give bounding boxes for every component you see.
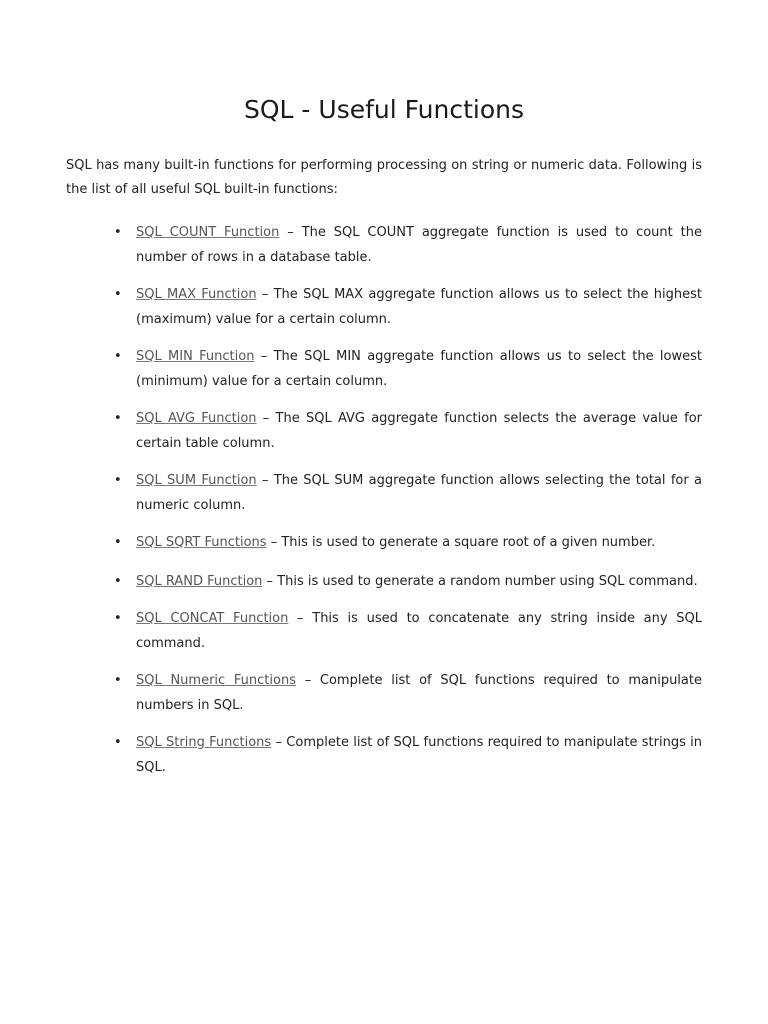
- list-item: [114, 730, 702, 780]
- item-description: – The SQL COUNT aggregate function is used to count the number of rows in a database table.: [136, 225, 702, 265]
- bullet-icon: •: [114, 411, 122, 426]
- item-description: – The SQL MAX aggregate function allows us to select the highest (maximum) value for a certain column.: [136, 287, 702, 327]
- bullet-icon: •: [114, 473, 122, 488]
- sql-count-function-link[interactable]: SQL COUNT Function: [136, 225, 280, 240]
- list-item: [114, 220, 702, 270]
- sql-min-function-link[interactable]: SQL MIN Function: [136, 349, 255, 364]
- bullet-icon: •: [114, 225, 122, 240]
- item-description: – The SQL AVG aggregate function selects the average value for certain table column.: [136, 411, 702, 451]
- list-item: [114, 668, 702, 718]
- sql-numeric-functions-link[interactable]: SQL Numeric Functions: [136, 673, 296, 688]
- bullet-icon: •: [114, 349, 122, 364]
- item-description: – This is used to generate a random number using SQL command.: [262, 574, 698, 589]
- function-list: [66, 220, 702, 780]
- bullet-icon: •: [114, 735, 122, 750]
- bullet-icon: •: [114, 673, 122, 688]
- list-item: [114, 530, 702, 555]
- item-description: – Complete list of SQL functions required to manipulate strings in SQL.: [136, 735, 702, 775]
- page-title: SQL - Useful Functions: [244, 95, 524, 124]
- list-item: [114, 606, 702, 656]
- sql-avg-function-link[interactable]: SQL AVG Function: [136, 411, 257, 426]
- sql-rand-function-link[interactable]: SQL RAND Function: [136, 574, 263, 589]
- sql-concat-function-link[interactable]: SQL CONCAT Function: [136, 611, 289, 626]
- intro-paragraph: SQL has many built-in functions for performing processing on string or numeric data. Following is the list of all useful SQL built-in functions:: [66, 158, 702, 197]
- list-item: [114, 406, 702, 456]
- bullet-icon: •: [114, 611, 122, 626]
- item-description: – This is used to concatenate any string inside any SQL command.: [136, 611, 702, 651]
- list-item: [114, 468, 702, 518]
- sql-sqrt-functions-link[interactable]: SQL SQRT Functions: [136, 535, 267, 550]
- sql-max-function-link[interactable]: SQL MAX Function: [136, 287, 257, 302]
- bullet-icon: •: [114, 287, 122, 302]
- list-item: [114, 569, 702, 594]
- item-description: – This is used to generate a square root of a given number.: [266, 535, 656, 550]
- bullet-icon: •: [114, 574, 122, 589]
- list-item: [114, 344, 702, 394]
- sql-string-functions-link[interactable]: SQL String Functions: [136, 735, 272, 750]
- item-description: – The SQL MIN aggregate function allows us to select the lowest (minimum) value for a certain column.: [136, 349, 702, 389]
- list-item: [114, 282, 702, 332]
- item-description: – The SQL SUM aggregate function allows selecting the total for a numeric column.: [136, 473, 702, 513]
- sql-sum-function-link[interactable]: SQL SUM Function: [136, 473, 257, 488]
- bullet-icon: •: [114, 535, 122, 550]
- item-description: – Complete list of SQL functions required to manipulate numbers in SQL.: [136, 673, 702, 713]
